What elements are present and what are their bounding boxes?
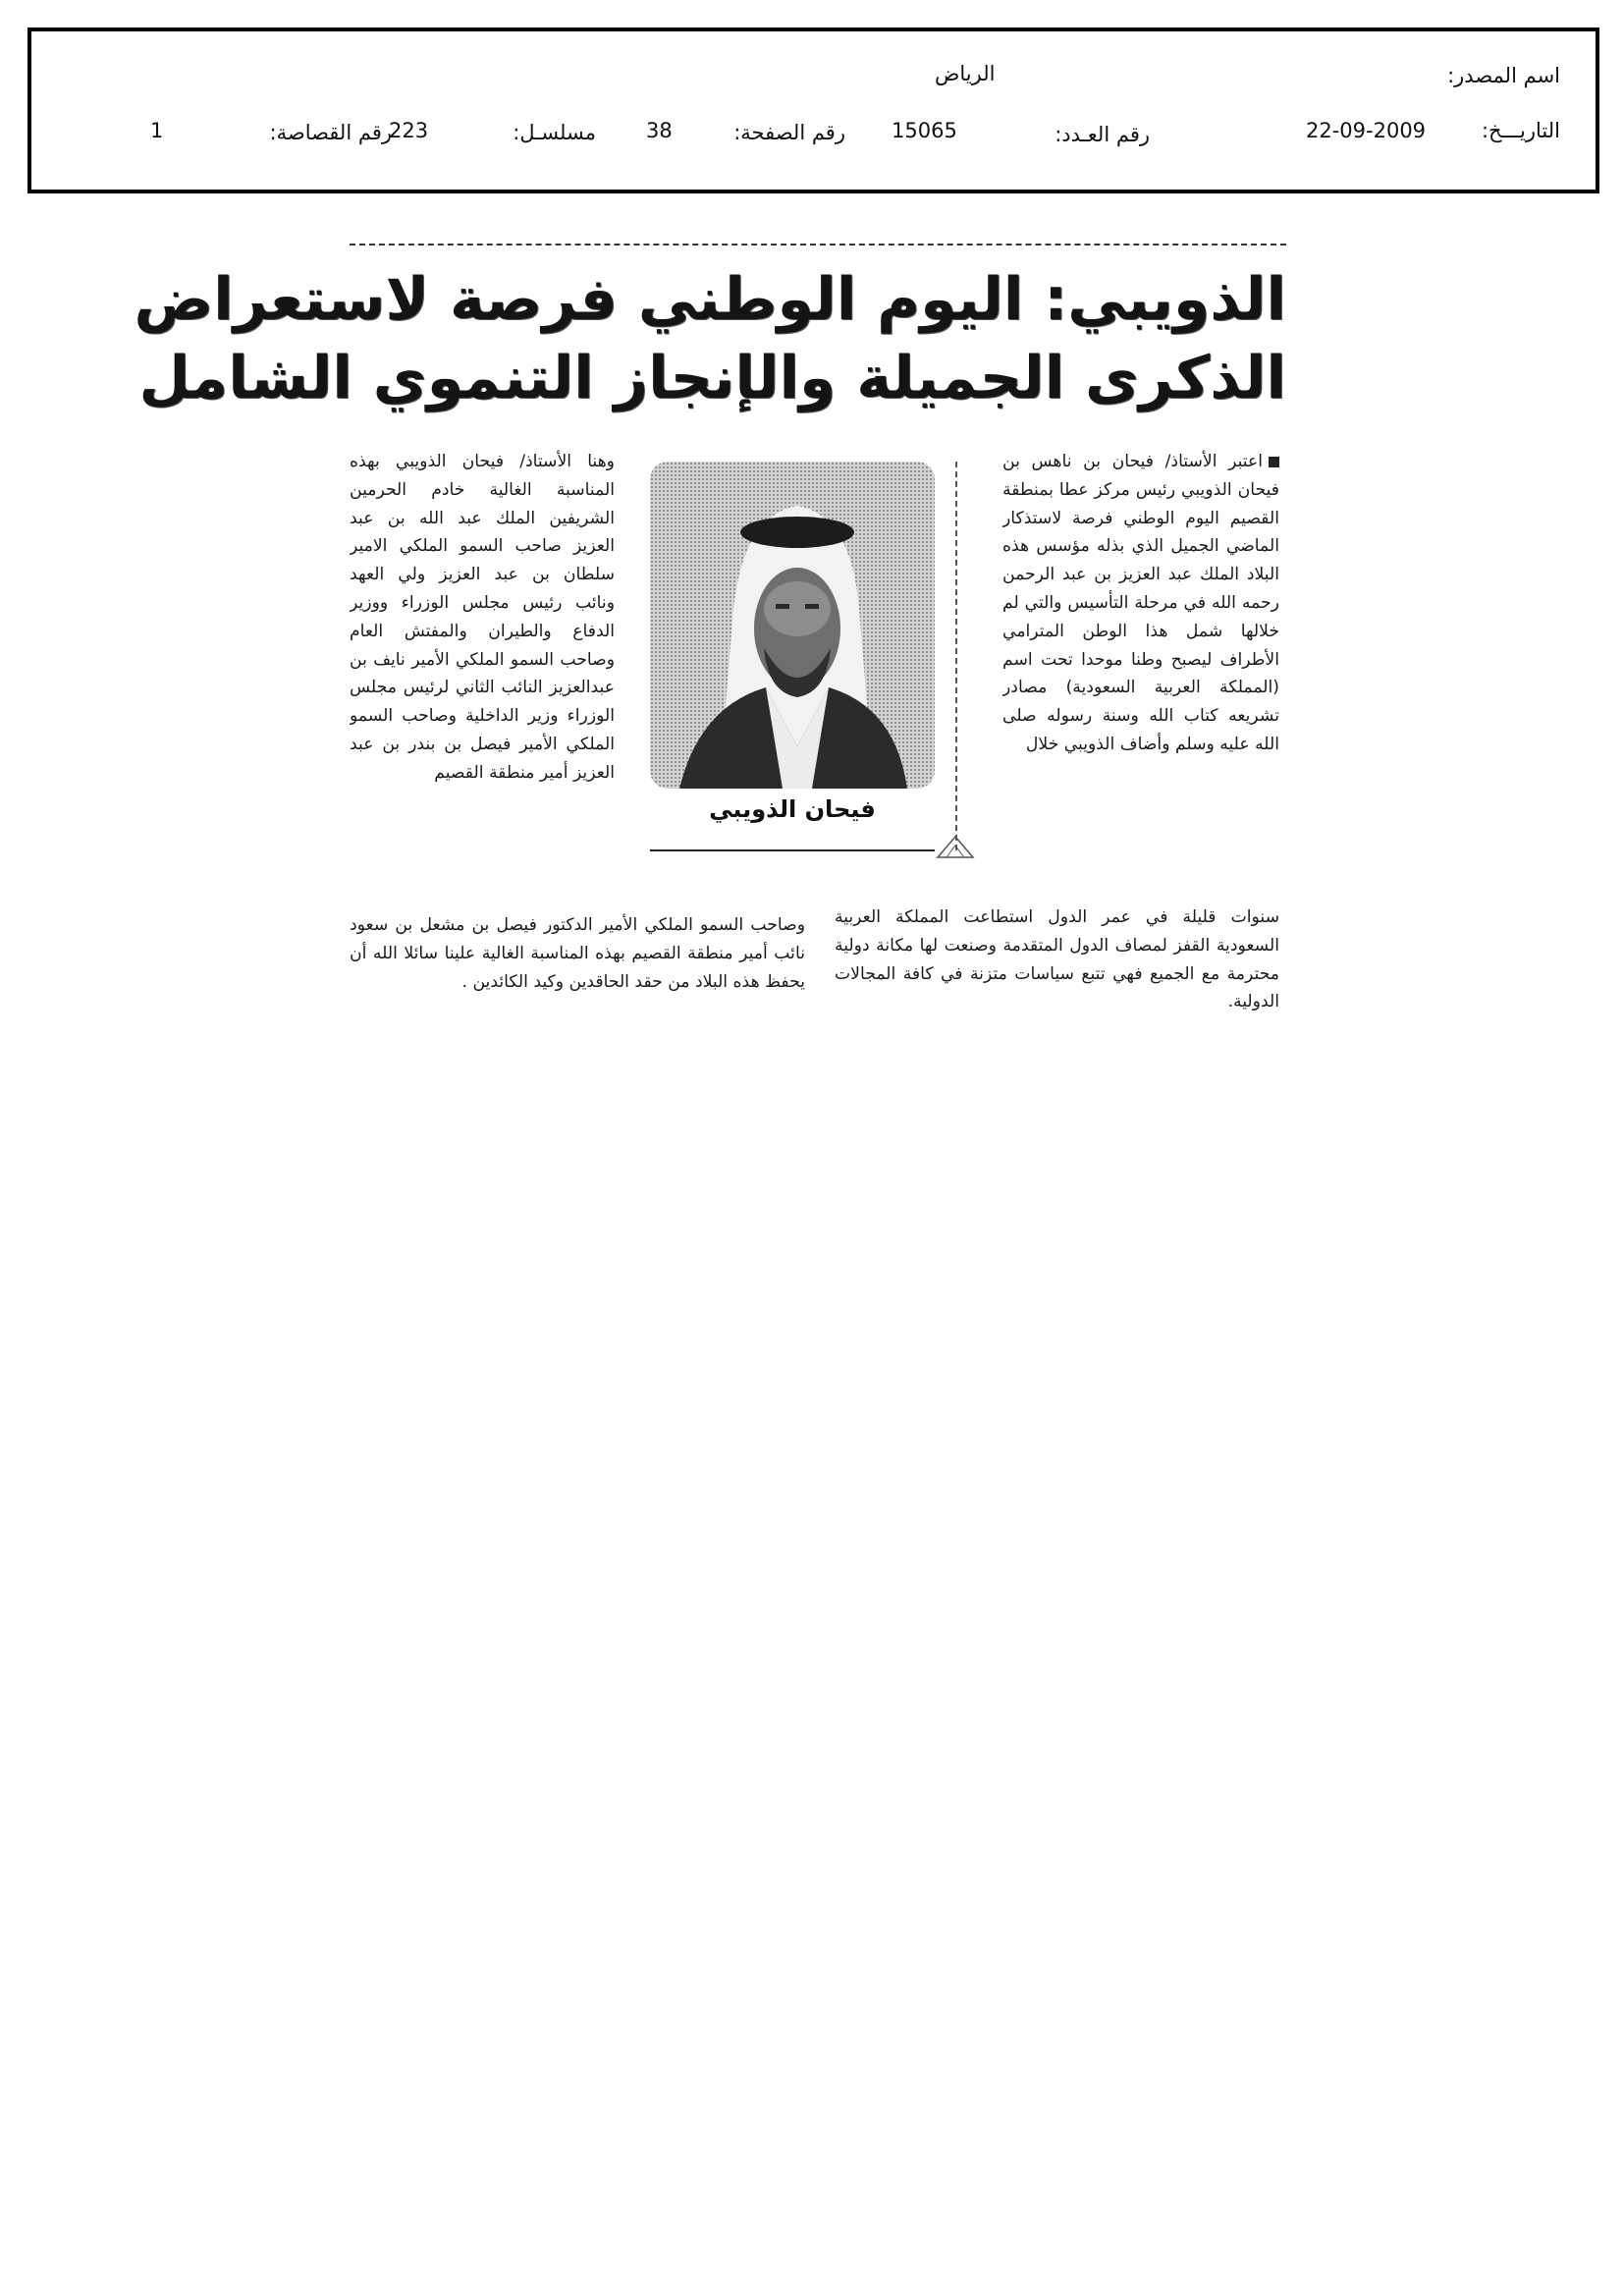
article-column-right	[1002, 448, 1279, 905]
date-value: 22-09-2009	[1306, 119, 1427, 142]
page-label: رقم الصفحة:	[733, 121, 845, 144]
serial-label: مسلسـل:	[513, 121, 596, 144]
clipping-info-box	[27, 27, 1599, 193]
portrait-image	[650, 462, 935, 789]
article-text-right: اعتبر الأستاذ/ فيحان بن ناهس بن فيحان الذويبي رئيس مركز عطا بمنطقة القصيم اليوم الوطني فرصة لاستذكار الماضي الجميل الذي بذله مؤسس هذه البلاد الملك عبد العزيز بن عبد الرحمن رحمه الله في مرحلة التأسيس والتي لم خلالها شمل هذا الوطن المترامي الأطراف ليصبح وطنا موحدا تحت اسم (المملكة العربية السعودية) مصادر تشريعه كتاب الله وسنة رسوله صلى الله عليه وسلم وأضاف الذويبي خلال	[1002, 452, 1279, 754]
newspaper-clipping	[134, 244, 1286, 1088]
issue-label: رقم العـدد:	[1055, 123, 1150, 146]
date-label: التاريـــخ:	[1481, 119, 1560, 142]
article-column-bottom-left: وصاحب السمو الملكي الأمير الدكتور فيصل بن مشعل بن سعود نائب أمير منطقة القصيم بهذه المناسبة الغالية علينا سائلا الله أن يحفظ هذه البلاد من حقد الحاقدين وكيد الكائدين .	[350, 915, 805, 992]
photo-caption: فيحان الذويبي	[709, 795, 876, 823]
article-column-bottom-right: سنوات قليلة في عمر الدول استطاعت المملكة العربية السعودية القفز لمصاف الدول المتقدمة وصنعت لها مكانة دولية محترمة مع الجميع فهي تتبع سياسات متزنة في كافة المجالات الدولية.	[835, 907, 1279, 1012]
page-value: 38	[646, 119, 673, 142]
headline-line-1: الذويبي: اليوم الوطني فرصة لاستعراض	[134, 265, 1286, 334]
square-bullet-icon	[1269, 457, 1279, 467]
caption-divider	[650, 849, 935, 851]
source-label: اسم المصدر:	[1447, 64, 1560, 87]
article-column-left: وهنا الأستاذ/ فيحان الذويبي بهذه المناسبة الغالية خادم الحرمين الشريفين الملك عبد الله بن عبد العزيز صاحب السمو الملكي الامير سلطان بن عبد العزيز ولي العهد ونائب رئيس مجلس الوزراء ووزير الدفاع والطيران والمفتش العام وصاحب السمو الملكي الأمير نايف بن عبدالعزيز النائب الثاني لرئيس مجلس الوزراء وزير الداخلية وصاحب السمو الملكي الأمير فيصل بن بندر بن عبد العزيز أمير منطقة القصيم	[350, 452, 615, 783]
pyramid-ornament-icon	[936, 834, 975, 859]
column-divider	[955, 462, 957, 850]
top-divider	[350, 244, 1286, 246]
portrait-photo	[650, 462, 935, 789]
serial-value: 223	[389, 119, 429, 142]
clip-number-value: 1	[150, 119, 164, 142]
headline-line-2: الذكرى الجميلة والإنجاز التنموي الشامل	[138, 344, 1286, 412]
source-value: الرياض	[935, 62, 996, 85]
issue-value: 15065	[892, 119, 957, 142]
clip-number-label: رقم القصاصة:	[269, 121, 392, 144]
